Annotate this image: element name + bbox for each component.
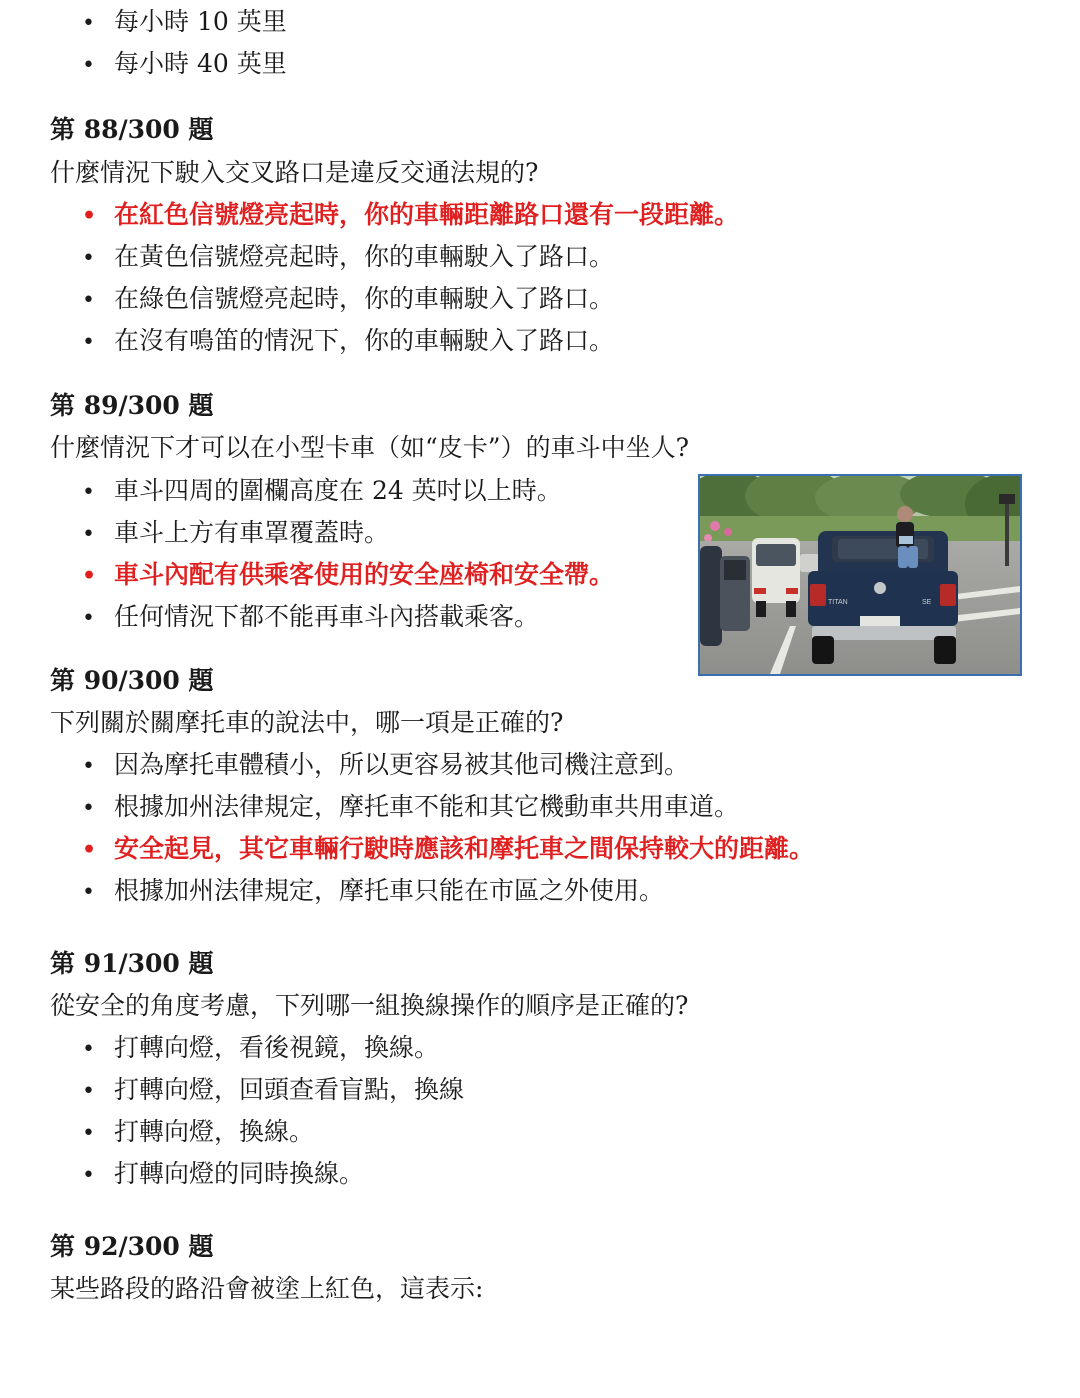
bullet-icon: • (82, 330, 95, 355)
option-item (82, 874, 664, 910)
question-text: 下列關於關摩托車的說法中，哪一項是正確的? (50, 708, 564, 737)
option-item-correct (82, 198, 739, 233)
bullet-icon: • (82, 522, 95, 547)
bullet-icon: • (82, 1163, 95, 1188)
option-text: 打轉向燈，看後視鏡，換線。 (114, 1033, 440, 1062)
option-item (82, 474, 562, 510)
option-item (82, 1157, 364, 1193)
option-text: 根據加州法律規定，摩托車只能在市區之外使用。 (114, 876, 665, 905)
question-header: 第 88/300 題 (50, 115, 214, 144)
option-text: 在紅色信號燈亮起時，你的車輛距離路口還有一段距離。 (114, 200, 740, 229)
option-text: 車斗上方有車罩覆蓋時。 (114, 518, 390, 547)
bullet-icon: • (82, 837, 97, 863)
option-text: 每小時 10 英里 (114, 7, 287, 36)
bullet-icon: • (82, 563, 97, 589)
bullet-icon: • (82, 796, 95, 821)
pickup-truck-photo (698, 474, 1022, 676)
option-item (82, 1115, 314, 1151)
bullet-icon: • (82, 880, 95, 905)
option-text: 根據加州法律規定，摩托車不能和其它機動車共用車道。 (114, 792, 740, 821)
question-text: 某些路段的路沿會被塗上紅色，這表示: (50, 1274, 484, 1303)
option-item (82, 282, 614, 318)
truck-badge-right: SE (922, 599, 932, 606)
bullet-icon: • (82, 246, 95, 271)
bullet-icon: • (82, 11, 95, 36)
option-text: 在黃色信號燈亮起時，你的車輛駛入了路口。 (114, 242, 615, 271)
bullet-icon: • (82, 203, 97, 229)
bullet-icon: • (82, 1037, 95, 1062)
option-item-correct (82, 558, 614, 593)
bullet-icon: • (82, 288, 95, 313)
option-item (82, 47, 287, 83)
option-text: 任何情況下都不能再車斗內搭載乘客。 (114, 602, 540, 631)
option-text: 打轉向燈的同時換線。 (114, 1159, 365, 1188)
bullet-icon: • (82, 606, 95, 631)
option-item-correct (82, 832, 814, 867)
option-item (82, 748, 689, 784)
option-text: 車斗內配有供乘客使用的安全座椅和安全帶。 (114, 560, 615, 589)
bullet-icon: • (82, 754, 95, 779)
option-text: 每小時 40 英里 (114, 49, 287, 78)
bullet-icon: • (82, 480, 95, 505)
question-header: 第 89/300 題 (50, 391, 214, 420)
option-item (82, 1073, 464, 1109)
bullet-icon: • (82, 53, 95, 78)
option-text: 打轉向燈，換線。 (114, 1117, 315, 1146)
option-text: 在綠色信號燈亮起時，你的車輛駛入了路口。 (114, 284, 615, 313)
question-text: 從安全的角度考慮，下列哪一組換線操作的順序是正確的? (50, 991, 689, 1020)
option-item (82, 5, 287, 41)
question-text: 什麼情況下駛入交叉路口是違反交通法規的? (50, 158, 539, 187)
question-header: 第 92/300 題 (50, 1232, 214, 1261)
option-text: 在沒有鳴笛的情況下，你的車輛駛入了路口。 (114, 326, 615, 355)
bullet-icon: • (82, 1079, 95, 1104)
truck-badge-left: TITAN (828, 599, 848, 606)
option-text: 打轉向燈，回頭查看盲點，換線 (114, 1075, 465, 1104)
bullet-icon: • (82, 1121, 95, 1146)
option-item (82, 1031, 439, 1067)
option-text: 車斗四周的圍欄高度在 24 英吋以上時。 (114, 476, 562, 505)
question-header: 第 90/300 題 (50, 666, 214, 695)
question-text: 什麼情況下才可以在小型卡車（如“皮卡”）的車斗中坐人? (50, 433, 689, 462)
pickup-truck-illustration (700, 476, 1020, 674)
option-text: 安全起見，其它車輛行駛時應該和摩托車之間保持較大的距離。 (114, 834, 815, 863)
option-item (82, 516, 389, 552)
question-header: 第 91/300 題 (50, 949, 214, 978)
option-item (82, 324, 614, 360)
option-item (82, 790, 739, 826)
option-text: 因為摩托車體積小，所以更容易被其他司機注意到。 (114, 750, 690, 779)
option-item (82, 600, 539, 636)
option-item (82, 240, 614, 276)
